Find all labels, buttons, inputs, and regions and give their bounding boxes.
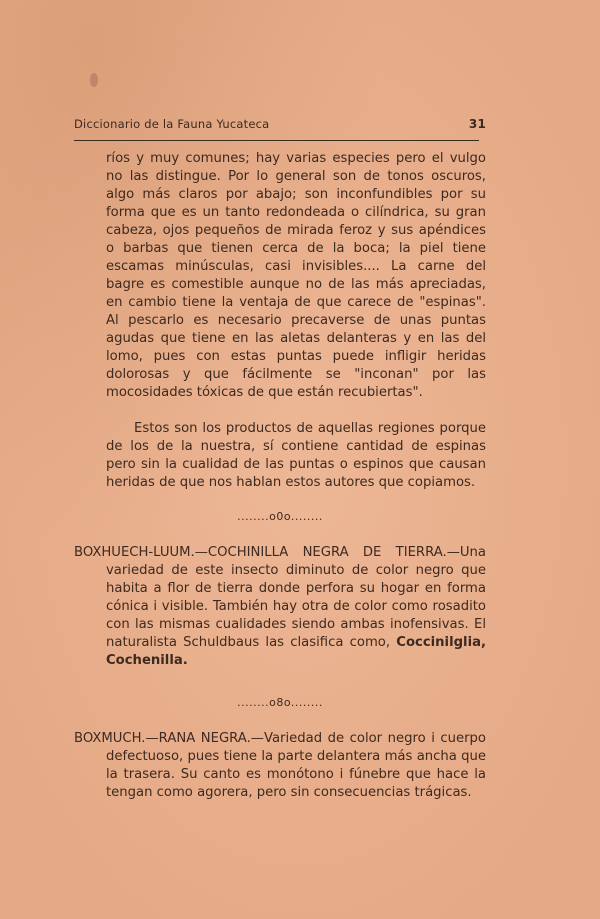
- entry-bold-term: Coccinilglia, Cochenilla.: [106, 635, 486, 668]
- body-text: [74, 150, 486, 802]
- entry-boxhuech-luum: [74, 544, 486, 670]
- entry-text: BOXHUECH-LUUM.—COCHINILLA NEGRA DE TIERRA.—Una variedad de este insecto diminuto de color negro que habita a flor de tierra donde perfora su hogar en forma cónica i visible. También hay otra de color como rosadito con las mismas cualidades siendo ambas inofensivas. El naturalista Schuldbaus las clasifica como,: [74, 545, 486, 650]
- running-title: Diccionario de la Fauna Yucateca: [74, 117, 270, 131]
- continued-paragraph: ríos y muy comunes; hay varias especies pero el vulgo no las distingue. Por lo general son de tonos oscuros, algo más claros por abajo; son inconfundibles por su forma que es un tanto redondeada o cilíndrica, su gran cabeza, ojos pequeños de mirada feroz y sus apéndices o barbas que tienen cerca de la boca; la piel tiene escamas minúsculas, casi invisibles.... La carne del bagre es comestible aunque no de las más apreciadas, en cambio tiene la ventaja de que carece de "espinas". Al pescarlo es necesario precaverse de unas puntas agudas que tiene en las aletas delanteras y en las del lomo, pues con estas puntas puede infligir heridas dolorosas y que fácilmente se "inconan" por las mocosidades tóxicas de que están recubiertas".: [106, 151, 486, 400]
- paper-stain: [90, 73, 98, 87]
- entry-boxmuch: BOXMUCH.—RANA NEGRA.—Variedad de color negro i cuerpo defectuoso, pues tiene la parte delantera más ancha que la trasera. Su canto es monótono i fúnebre que hace la tengan como agorera, pero sin consecuencias trágicas.: [74, 731, 486, 800]
- header-rule: [74, 140, 479, 141]
- separator-2: ........o8o........: [237, 696, 323, 709]
- page-number: 31: [468, 117, 486, 131]
- running-header: [74, 117, 486, 131]
- second-paragraph: Estos son los productos de aquellas regiones porque de los de la nuestra, sí contiene cantidad de espinas pero sin la cualidad de las puntas o espinos que causan heridas de que nos hablan estos autores que copiamos.: [106, 421, 486, 490]
- separator-1: ........o0o........: [237, 510, 323, 523]
